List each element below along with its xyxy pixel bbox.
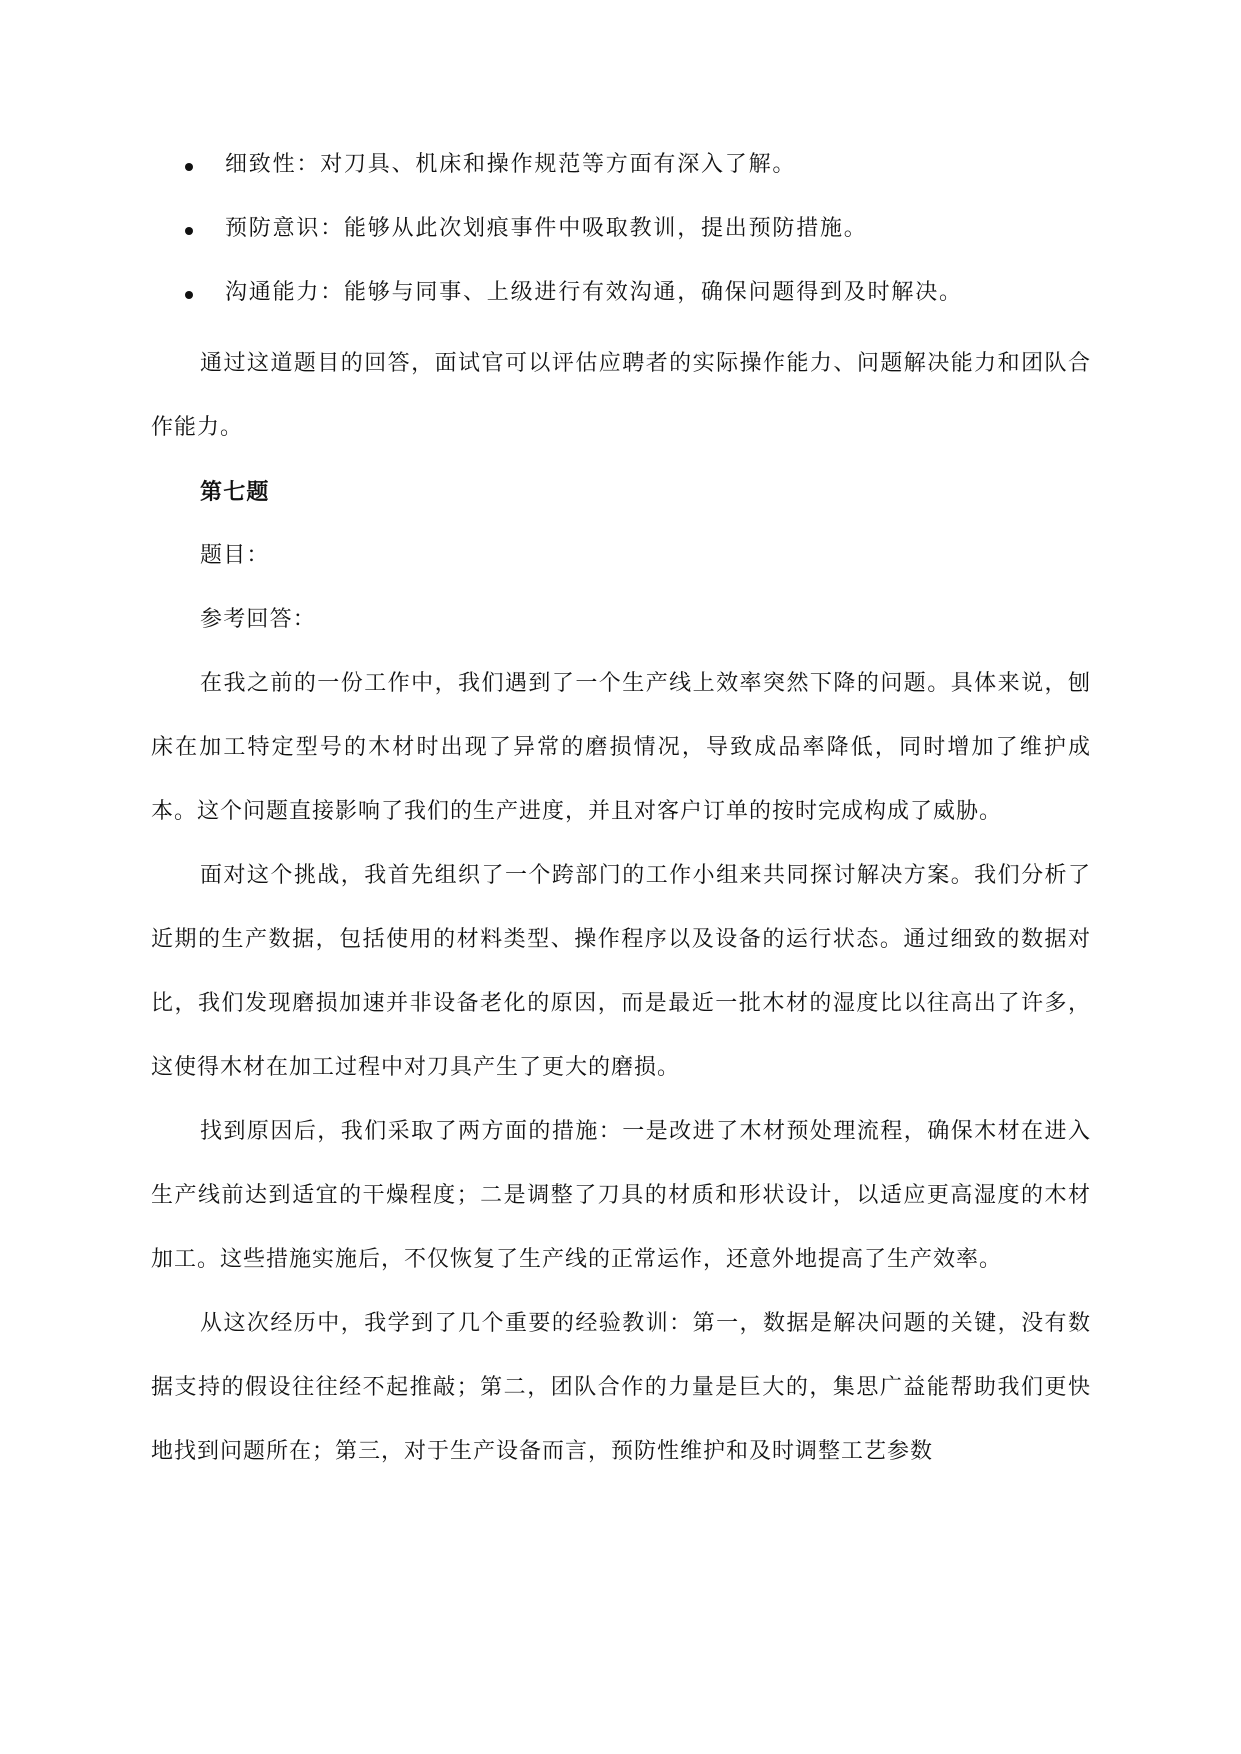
list-item xyxy=(151,140,1091,204)
document-page xyxy=(151,140,1091,1484)
list-item-text: 细致性：对刀具、机床和操作规范等方面有深入了解。 xyxy=(225,152,797,177)
body-paragraph: 找到原因后，我们采取了两方面的措施：一是改进了木材预处理流程，确保木材在进入生产线前达到适宜的干燥程度；二是调整了刀具的材质和形状设计，以适应更高湿度的木材加工。这些措施实施后，不仅恢复了生产线的正常运作，还意外地提高了生产效率。 xyxy=(151,1119,1091,1272)
question-label: 题目： xyxy=(200,543,270,568)
list-item-text: 预防意识：能够从此次划痕事件中吸取教训，提出预防措施。 xyxy=(225,216,868,241)
body-paragraph: 从这次经历中，我学到了几个重要的经验教训：第一，数据是解决问题的关键，没有数据支持的假设往往经不起推敲；第二，团队合作的力量是巨大的，集思广益能帮助我们更快地找到问题所在；第三，对于生产设备而言，预防性维护和及时调整工艺参数 xyxy=(151,1311,1091,1464)
bullet-icon xyxy=(185,227,193,235)
bullet-icon xyxy=(185,291,193,299)
body-paragraph: 在我之前的一份工作中，我们遇到了一个生产线上效率突然下降的问题。具体来说，刨床在加工特定型号的木材时出现了异常的磨损情况，导致成品率降低，同时增加了维护成本。这个问题直接影响了我们的生产进度，并且对客户订单的按时完成构成了威胁。 xyxy=(151,671,1091,824)
bullet-list xyxy=(151,140,1091,332)
list-item xyxy=(151,204,1091,268)
section-title: 第七题 xyxy=(200,479,270,505)
summary-paragraph: 通过这道题目的回答，面试官可以评估应聘者的实际操作能力、问题解决能力和团队合作能力。 xyxy=(151,351,1091,440)
bullet-icon xyxy=(185,163,193,171)
answer-label: 参考回答： xyxy=(200,607,317,632)
body-paragraph: 面对这个挑战，我首先组织了一个跨部门的工作小组来共同探讨解决方案。我们分析了近期的生产数据，包括使用的材料类型、操作程序以及设备的运行状态。通过细致的数据对比，我们发现磨损加速并非设备老化的原因，而是最近一批木材的湿度比以往高出了许多，这使得木材在加工过程中对刀具产生了更大的磨损。 xyxy=(151,863,1091,1080)
list-item-text: 沟通能力：能够与同事、上级进行有效沟通，确保问题得到及时解决。 xyxy=(225,280,963,305)
list-item xyxy=(151,268,1091,332)
